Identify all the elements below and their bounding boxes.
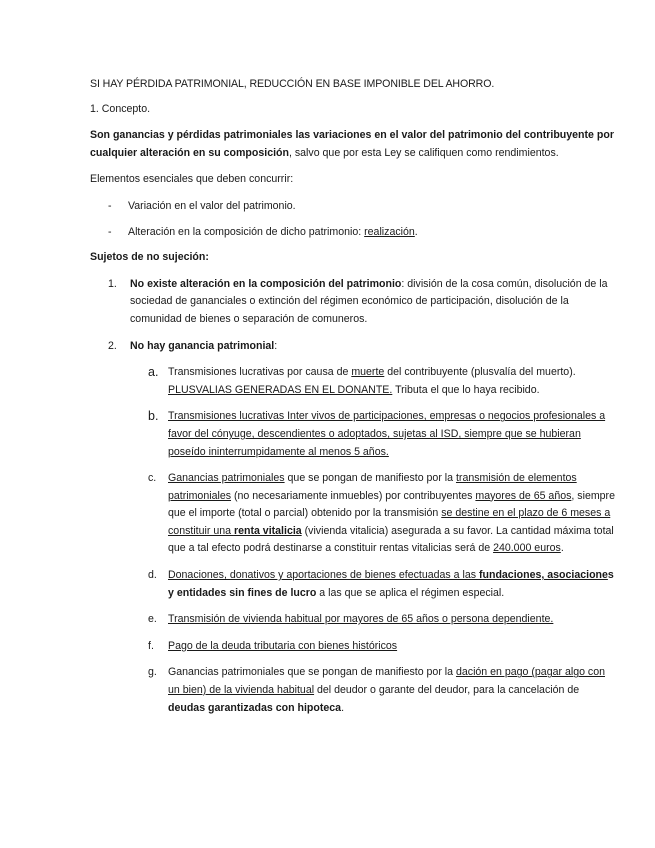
list-letter: f. bbox=[148, 639, 154, 652]
underlined-text: Transmisiones lucrativas Inter vivos de participaciones, empresas o negocios profesionales a favor del cónyuge, descendientes o adoptados, sujetas al ISD, siempre que se hubieran poseído ininterrumpidamente al menos 5 años. bbox=[168, 410, 606, 458]
elements-intro: Elementos esenciales que deben concurrir: bbox=[90, 173, 294, 186]
item-bold-text: deudas garantizadas con hipoteca bbox=[168, 701, 342, 714]
no-sujecion-bold: Sujetos de no sujeción: bbox=[90, 251, 209, 264]
underlined-text: Donaciones, donativos y aportaciones de bienes efectuadas a las bbox=[168, 569, 479, 582]
lettered-item-b bbox=[90, 408, 615, 461]
item-text: a las que se aplica el régimen especial. bbox=[316, 586, 505, 599]
item-text: : división de la cosa común, disolución de la sociedad de gananciales o extinción del régimen económico de participación, disolución de la comunidad de bienes o separación de comuneros. bbox=[130, 277, 608, 325]
list-letter: g. bbox=[148, 666, 157, 679]
underlined-text: realización bbox=[364, 225, 415, 238]
document-title: SI HAY PÉRDIDA PATRIMONIAL, REDUCCIÓN EN BASE IMPONIBLE DEL AHORRO. bbox=[90, 78, 495, 90]
numbered-item-2 bbox=[90, 338, 615, 356]
lettered-item-d bbox=[90, 567, 615, 602]
item-bold-text: No hay ganancia patrimonial bbox=[130, 339, 275, 352]
section-heading-concepto: 1. Concepto. bbox=[90, 102, 151, 115]
dash-item-text: Alteración en la composición de dicho patrimonio: bbox=[128, 225, 365, 238]
lettered-item-a bbox=[90, 364, 615, 399]
list-number: 1. bbox=[108, 277, 117, 290]
underlined-text: dación en pago (pagar algo con un bien) de la vivienda habitual bbox=[168, 666, 606, 697]
underlined-text: Transmisión de vivienda habitual por mayores de 65 años o persona dependiente. bbox=[168, 613, 554, 626]
underlined-text: PLUSVALIAS GENERADAS EN EL DONANTE. bbox=[168, 383, 393, 396]
underlined-bold-text: renta vitalicia bbox=[233, 524, 302, 537]
item-text: Ganancias patrimoniales que se pongan de manifiesto por la bbox=[168, 666, 456, 679]
list-letter: d. bbox=[148, 569, 157, 582]
item-text: . bbox=[560, 542, 564, 555]
underlined-text: Ganancias patrimoniales bbox=[168, 472, 285, 485]
item-text: que se pongan de manifiesto por la bbox=[284, 472, 456, 485]
underlined-text: muerte bbox=[351, 366, 385, 379]
item-text: (vivienda vitalicia) asegurada a su favor. La cantidad máxima total que a tal efecto podrá destinarse a constituir rentas vitalicias será de bbox=[168, 524, 614, 555]
item-bold-text: No existe alteración en la composición del patrimonio bbox=[130, 277, 402, 290]
item-text: del deudor o garante del deudor, para la cancelación de bbox=[314, 684, 580, 697]
item-text: (no necesariamente inmuebles) por contribuyentes bbox=[231, 489, 476, 502]
item-text: Tributa el que lo haya recibido. bbox=[392, 383, 540, 396]
dash-item-text: Variación en el valor del patrimonio. bbox=[128, 199, 296, 212]
underlined-text: Pago de la deuda tributaria con bienes históricos bbox=[168, 639, 398, 652]
list-letter: c. bbox=[148, 472, 157, 485]
dash-item-end: . bbox=[414, 225, 418, 238]
lettered-item-g bbox=[90, 664, 615, 717]
lettered-item-c bbox=[90, 470, 615, 558]
underlined-bold-text: fundaciones, asociacione bbox=[478, 569, 608, 582]
underlined-text: mayores de 65 años bbox=[475, 489, 572, 502]
no-sujecion-heading bbox=[90, 249, 615, 267]
lettered-item-e bbox=[90, 611, 615, 629]
item-text: Transmisiones lucrativas por causa de bbox=[168, 366, 352, 379]
concept-bold-text: Son ganancias y pérdidas patrimoniales las variaciones en el valor del patrimonio del contribuyente por cualquier alteración en su composición bbox=[90, 129, 614, 159]
lettered-item-f bbox=[90, 638, 615, 656]
item-text: del contribuyente (plusvalía del muerto). bbox=[384, 366, 576, 379]
dash-marker: - bbox=[108, 225, 112, 238]
concept-paragraph bbox=[90, 127, 615, 162]
concept-rest-text: , salvo que por esta Ley se califiquen como rendimientos. bbox=[288, 146, 559, 159]
item-text: , siempre que el importe (total o parcial) obtenido por la transmisión bbox=[168, 489, 615, 520]
underlined-text: transmisión de elementos patrimoniales bbox=[168, 472, 577, 502]
dash-item-alteracion bbox=[90, 224, 615, 242]
list-letter: e. bbox=[148, 613, 157, 626]
dash-marker: - bbox=[108, 199, 112, 212]
dash-item-variacion bbox=[90, 198, 615, 216]
numbered-item-1 bbox=[90, 276, 615, 329]
item-bold-text: s y entidades sin fines de lucro bbox=[168, 569, 614, 599]
list-letter: a. bbox=[148, 365, 159, 380]
underlined-text: se destine en el plazo de 6 meses a constituir una bbox=[168, 507, 611, 537]
underlined-text: 240.000 euros bbox=[493, 542, 561, 555]
list-letter: b. bbox=[148, 409, 159, 424]
item-text: . bbox=[341, 701, 345, 714]
item-text: : bbox=[274, 339, 278, 352]
list-number: 2. bbox=[108, 339, 117, 352]
